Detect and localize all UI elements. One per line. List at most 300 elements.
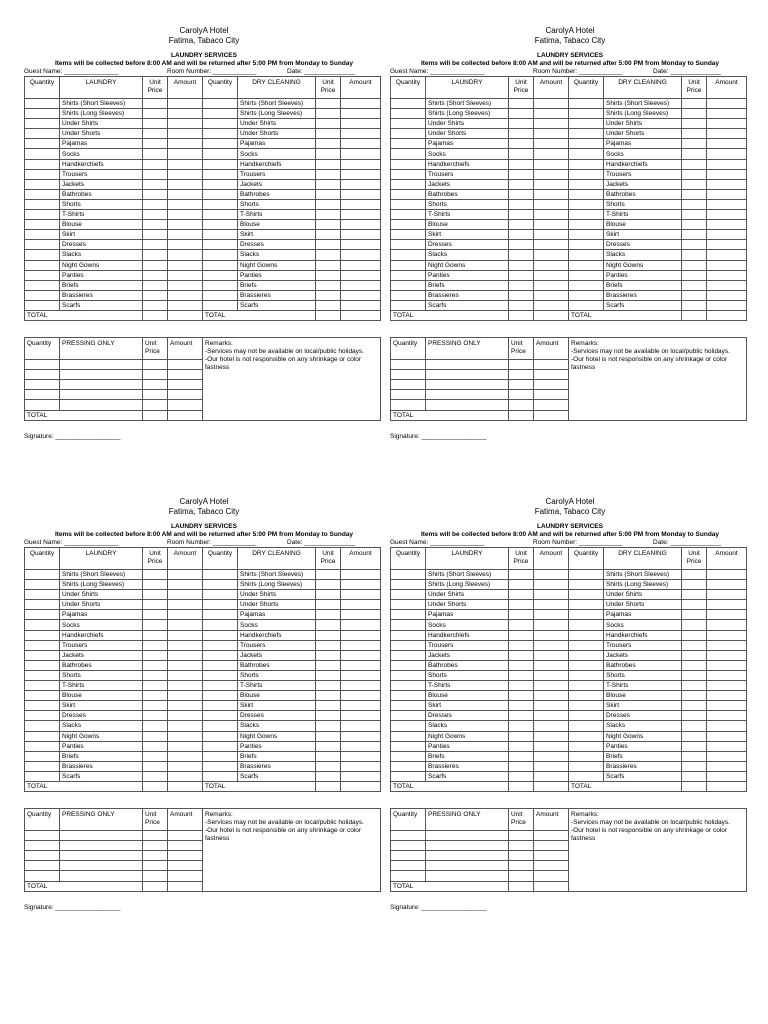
dry-cleaning-amount-cell[interactable] [707, 300, 747, 310]
laundry-amount-cell[interactable] [534, 570, 569, 580]
dry-cleaning-unit-price-cell[interactable] [316, 169, 341, 179]
laundry-unit-price-cell[interactable] [143, 721, 168, 731]
dry-cleaning-quantity-cell[interactable] [203, 660, 238, 670]
laundry-amount-cell[interactable] [168, 570, 203, 580]
laundry-amount-cell[interactable] [534, 751, 569, 761]
laundry-amount-cell[interactable] [534, 620, 569, 630]
laundry-quantity-cell[interactable] [391, 189, 426, 199]
dry-cleaning-amount-cell[interactable] [341, 731, 381, 741]
pressing-cell[interactable] [509, 851, 534, 861]
dry-cleaning-unit-price-cell[interactable] [316, 731, 341, 741]
dry-cleaning-quantity-cell[interactable] [203, 741, 238, 751]
laundry-amount-cell[interactable] [534, 119, 569, 129]
laundry-unit-price-cell[interactable] [143, 129, 168, 139]
laundry-amount-cell[interactable] [534, 741, 569, 751]
laundry-unit-price-cell[interactable] [509, 660, 534, 670]
dry-cleaning-quantity-cell[interactable] [569, 620, 604, 630]
signature-field[interactable]: Signature: __________________ [390, 903, 487, 911]
pressing-cell[interactable] [426, 360, 509, 370]
dry-cleaning-amount-cell[interactable] [341, 260, 381, 270]
laundry-unit-price-cell[interactable] [143, 590, 168, 600]
laundry-quantity-cell[interactable] [25, 741, 60, 751]
laundry-quantity-cell[interactable] [25, 149, 60, 159]
laundry-amount-cell[interactable] [168, 660, 203, 670]
laundry-unit-price-cell[interactable] [143, 199, 168, 209]
pressing-cell[interactable] [534, 851, 569, 861]
pressing-cell[interactable] [534, 871, 569, 881]
laundry-quantity-cell[interactable] [25, 650, 60, 660]
pressing-cell[interactable] [426, 851, 509, 861]
dry-cleaning-amount-cell[interactable] [707, 731, 747, 741]
total-value-cell[interactable] [707, 781, 747, 791]
laundry-amount-cell[interactable] [534, 210, 569, 220]
dry-cleaning-amount-cell[interactable] [707, 600, 747, 610]
laundry-quantity-cell[interactable] [25, 660, 60, 670]
dry-cleaning-unit-price-cell[interactable] [682, 630, 707, 640]
laundry-unit-price-cell[interactable] [509, 650, 534, 660]
dry-cleaning-quantity-cell[interactable] [203, 630, 238, 640]
pressing-cell[interactable] [509, 370, 534, 380]
dry-cleaning-unit-price-cell[interactable] [682, 741, 707, 751]
laundry-quantity-cell[interactable] [391, 119, 426, 129]
dry-cleaning-quantity-cell[interactable] [569, 149, 604, 159]
dry-cleaning-quantity-cell[interactable] [569, 691, 604, 701]
dry-cleaning-unit-price-cell[interactable] [682, 721, 707, 731]
dry-cleaning-amount-cell[interactable] [707, 741, 747, 751]
laundry-amount-cell[interactable] [168, 580, 203, 590]
laundry-unit-price-cell[interactable] [509, 670, 534, 680]
laundry-quantity-cell[interactable] [391, 660, 426, 670]
laundry-amount-cell[interactable] [534, 129, 569, 139]
pressing-cell[interactable] [168, 871, 203, 881]
dry-cleaning-amount-cell[interactable] [707, 250, 747, 260]
dry-cleaning-quantity-cell[interactable] [569, 711, 604, 721]
pressing-total-cell[interactable] [168, 410, 203, 420]
pressing-cell[interactable] [509, 360, 534, 370]
laundry-amount-cell[interactable] [534, 169, 569, 179]
laundry-amount-cell[interactable] [168, 99, 203, 109]
dry-cleaning-unit-price-cell[interactable] [316, 670, 341, 680]
laundry-amount-cell[interactable] [168, 670, 203, 680]
laundry-unit-price-cell[interactable] [143, 580, 168, 590]
pressing-cell[interactable] [143, 380, 168, 390]
dry-cleaning-amount-cell[interactable] [707, 260, 747, 270]
dry-cleaning-quantity-cell[interactable] [203, 721, 238, 731]
laundry-quantity-cell[interactable] [25, 570, 60, 580]
laundry-unit-price-cell[interactable] [509, 771, 534, 781]
pressing-cell[interactable] [168, 841, 203, 851]
laundry-unit-price-cell[interactable] [509, 610, 534, 620]
dry-cleaning-unit-price-cell[interactable] [682, 189, 707, 199]
dry-cleaning-unit-price-cell[interactable] [682, 650, 707, 660]
laundry-amount-cell[interactable] [168, 771, 203, 781]
dry-cleaning-amount-cell[interactable] [341, 290, 381, 300]
laundry-unit-price-cell[interactable] [509, 280, 534, 290]
laundry-quantity-cell[interactable] [391, 169, 426, 179]
pressing-cell[interactable] [426, 370, 509, 380]
dry-cleaning-amount-cell[interactable] [341, 159, 381, 169]
laundry-unit-price-cell[interactable] [143, 630, 168, 640]
dry-cleaning-amount-cell[interactable] [341, 650, 381, 660]
laundry-quantity-cell[interactable] [25, 670, 60, 680]
dry-cleaning-amount-cell[interactable] [707, 701, 747, 711]
laundry-unit-price-cell[interactable] [143, 169, 168, 179]
dry-cleaning-quantity-cell[interactable] [569, 590, 604, 600]
pressing-cell[interactable] [60, 851, 143, 861]
dry-cleaning-quantity-cell[interactable] [569, 220, 604, 230]
room-number-field[interactable]: Room Number: ____________ [167, 539, 257, 546]
laundry-amount-cell[interactable] [168, 240, 203, 250]
dry-cleaning-quantity-cell[interactable] [203, 761, 238, 771]
pressing-cell[interactable] [391, 841, 426, 851]
pressing-cell[interactable] [426, 871, 509, 881]
pressing-cell[interactable] [143, 400, 168, 410]
laundry-amount-cell[interactable] [534, 159, 569, 169]
laundry-amount-cell[interactable] [534, 650, 569, 660]
laundry-quantity-cell[interactable] [391, 600, 426, 610]
laundry-amount-cell[interactable] [168, 270, 203, 280]
dry-cleaning-amount-cell[interactable] [707, 681, 747, 691]
dry-cleaning-unit-price-cell[interactable] [682, 660, 707, 670]
date-field[interactable]: Date: ______________ [287, 539, 355, 546]
dry-cleaning-quantity-cell[interactable] [203, 159, 238, 169]
dry-cleaning-unit-price-cell[interactable] [682, 139, 707, 149]
dry-cleaning-unit-price-cell[interactable] [316, 640, 341, 650]
dry-cleaning-unit-price-cell[interactable] [316, 751, 341, 761]
guest-name-field[interactable]: Guest Name: _______________ [390, 539, 485, 546]
laundry-quantity-cell[interactable] [391, 570, 426, 580]
laundry-quantity-cell[interactable] [25, 179, 60, 189]
dry-cleaning-amount-cell[interactable] [341, 711, 381, 721]
pressing-cell[interactable] [509, 831, 534, 841]
laundry-amount-cell[interactable] [168, 610, 203, 620]
dry-cleaning-quantity-cell[interactable] [203, 240, 238, 250]
dry-cleaning-unit-price-cell[interactable] [316, 210, 341, 220]
laundry-unit-price-cell[interactable] [143, 701, 168, 711]
dry-cleaning-quantity-cell[interactable] [569, 681, 604, 691]
laundry-unit-price-cell[interactable] [509, 220, 534, 230]
dry-cleaning-unit-price-cell[interactable] [316, 250, 341, 260]
laundry-amount-cell[interactable] [168, 189, 203, 199]
pressing-cell[interactable] [391, 861, 426, 871]
laundry-unit-price-cell[interactable] [143, 139, 168, 149]
pressing-cell[interactable] [25, 400, 60, 410]
pressing-cell[interactable] [168, 831, 203, 841]
pressing-cell[interactable] [509, 380, 534, 390]
pressing-cell[interactable] [25, 390, 60, 400]
laundry-amount-cell[interactable] [534, 220, 569, 230]
laundry-unit-price-cell[interactable] [509, 119, 534, 129]
dry-cleaning-amount-cell[interactable] [341, 660, 381, 670]
dry-cleaning-unit-price-cell[interactable] [316, 119, 341, 129]
pressing-cell[interactable] [168, 370, 203, 380]
laundry-quantity-cell[interactable] [391, 670, 426, 680]
pressing-cell[interactable] [509, 871, 534, 881]
laundry-amount-cell[interactable] [168, 761, 203, 771]
laundry-amount-cell[interactable] [534, 230, 569, 240]
laundry-unit-price-cell[interactable] [143, 711, 168, 721]
laundry-quantity-cell[interactable] [25, 109, 60, 119]
laundry-quantity-cell[interactable] [25, 220, 60, 230]
dry-cleaning-quantity-cell[interactable] [203, 139, 238, 149]
dry-cleaning-amount-cell[interactable] [341, 179, 381, 189]
dry-cleaning-unit-price-cell[interactable] [682, 210, 707, 220]
laundry-quantity-cell[interactable] [25, 119, 60, 129]
dry-cleaning-amount-cell[interactable] [707, 640, 747, 650]
pressing-cell[interactable] [143, 390, 168, 400]
dry-cleaning-amount-cell[interactable] [707, 721, 747, 731]
dry-cleaning-unit-price-cell[interactable] [316, 610, 341, 620]
dry-cleaning-unit-price-cell[interactable] [682, 771, 707, 781]
dry-cleaning-unit-price-cell[interactable] [682, 149, 707, 159]
laundry-quantity-cell[interactable] [391, 640, 426, 650]
laundry-amount-cell[interactable] [168, 109, 203, 119]
dry-cleaning-amount-cell[interactable] [707, 139, 747, 149]
dry-cleaning-quantity-cell[interactable] [203, 580, 238, 590]
dry-cleaning-unit-price-cell[interactable] [682, 270, 707, 280]
pressing-cell[interactable] [391, 370, 426, 380]
signature-field[interactable]: Signature: __________________ [24, 903, 121, 911]
laundry-quantity-cell[interactable] [25, 600, 60, 610]
pressing-cell[interactable] [168, 390, 203, 400]
laundry-amount-cell[interactable] [534, 189, 569, 199]
dry-cleaning-quantity-cell[interactable] [569, 260, 604, 270]
laundry-unit-price-cell[interactable] [509, 761, 534, 771]
dry-cleaning-quantity-cell[interactable] [203, 210, 238, 220]
pressing-cell[interactable] [60, 380, 143, 390]
laundry-quantity-cell[interactable] [25, 691, 60, 701]
dry-cleaning-unit-price-cell[interactable] [316, 129, 341, 139]
laundry-unit-price-cell[interactable] [509, 721, 534, 731]
laundry-amount-cell[interactable] [168, 711, 203, 721]
laundry-quantity-cell[interactable] [391, 580, 426, 590]
pressing-cell[interactable] [534, 360, 569, 370]
dry-cleaning-quantity-cell[interactable] [569, 240, 604, 250]
dry-cleaning-quantity-cell[interactable] [203, 149, 238, 159]
laundry-amount-cell[interactable] [168, 169, 203, 179]
laundry-unit-price-cell[interactable] [509, 681, 534, 691]
laundry-amount-cell[interactable] [534, 660, 569, 670]
laundry-amount-cell[interactable] [534, 149, 569, 159]
dry-cleaning-unit-price-cell[interactable] [682, 731, 707, 741]
dry-cleaning-quantity-cell[interactable] [569, 731, 604, 741]
pressing-cell[interactable] [25, 360, 60, 370]
laundry-unit-price-cell[interactable] [509, 741, 534, 751]
pressing-cell[interactable] [143, 861, 168, 871]
dry-cleaning-quantity-cell[interactable] [203, 129, 238, 139]
dry-cleaning-quantity-cell[interactable] [203, 771, 238, 781]
dry-cleaning-amount-cell[interactable] [707, 771, 747, 781]
dry-cleaning-quantity-cell[interactable] [203, 751, 238, 761]
laundry-quantity-cell[interactable] [391, 109, 426, 119]
pressing-total-cell[interactable] [143, 881, 168, 891]
laundry-amount-cell[interactable] [168, 250, 203, 260]
dry-cleaning-amount-cell[interactable] [707, 199, 747, 209]
laundry-quantity-cell[interactable] [25, 129, 60, 139]
dry-cleaning-quantity-cell[interactable] [203, 300, 238, 310]
laundry-quantity-cell[interactable] [391, 99, 426, 109]
dry-cleaning-unit-price-cell[interactable] [316, 711, 341, 721]
dry-cleaning-amount-cell[interactable] [707, 109, 747, 119]
laundry-quantity-cell[interactable] [25, 199, 60, 209]
laundry-quantity-cell[interactable] [25, 290, 60, 300]
dry-cleaning-unit-price-cell[interactable] [682, 751, 707, 761]
dry-cleaning-amount-cell[interactable] [707, 761, 747, 771]
pressing-cell[interactable] [168, 400, 203, 410]
laundry-amount-cell[interactable] [534, 250, 569, 260]
dry-cleaning-unit-price-cell[interactable] [682, 159, 707, 169]
dry-cleaning-amount-cell[interactable] [707, 711, 747, 721]
laundry-quantity-cell[interactable] [25, 159, 60, 169]
dry-cleaning-unit-price-cell[interactable] [682, 610, 707, 620]
laundry-quantity-cell[interactable] [391, 741, 426, 751]
dry-cleaning-unit-price-cell[interactable] [316, 650, 341, 660]
dry-cleaning-quantity-cell[interactable] [569, 99, 604, 109]
laundry-amount-cell[interactable] [534, 270, 569, 280]
pressing-cell[interactable] [534, 400, 569, 410]
dry-cleaning-unit-price-cell[interactable] [682, 600, 707, 610]
dry-cleaning-unit-price-cell[interactable] [316, 761, 341, 771]
laundry-quantity-cell[interactable] [25, 751, 60, 761]
laundry-unit-price-cell[interactable] [143, 300, 168, 310]
pressing-cell[interactable] [426, 400, 509, 410]
dry-cleaning-amount-cell[interactable] [341, 189, 381, 199]
laundry-unit-price-cell[interactable] [509, 159, 534, 169]
laundry-amount-cell[interactable] [168, 139, 203, 149]
dry-cleaning-unit-price-cell[interactable] [682, 179, 707, 189]
laundry-quantity-cell[interactable] [391, 179, 426, 189]
dry-cleaning-amount-cell[interactable] [341, 600, 381, 610]
dry-cleaning-quantity-cell[interactable] [569, 751, 604, 761]
laundry-unit-price-cell[interactable] [509, 290, 534, 300]
dry-cleaning-amount-cell[interactable] [707, 290, 747, 300]
dry-cleaning-amount-cell[interactable] [341, 240, 381, 250]
laundry-unit-price-cell[interactable] [143, 670, 168, 680]
laundry-unit-price-cell[interactable] [143, 771, 168, 781]
laundry-unit-price-cell[interactable] [509, 630, 534, 640]
signature-field[interactable]: Signature: __________________ [390, 432, 487, 440]
dry-cleaning-unit-price-cell[interactable] [316, 280, 341, 290]
total-value-cell[interactable] [316, 781, 341, 791]
dry-cleaning-unit-price-cell[interactable] [682, 590, 707, 600]
pressing-cell[interactable] [391, 360, 426, 370]
dry-cleaning-unit-price-cell[interactable] [682, 701, 707, 711]
pressing-cell[interactable] [60, 390, 143, 400]
laundry-quantity-cell[interactable] [25, 681, 60, 691]
total-value-cell[interactable] [168, 781, 203, 791]
dry-cleaning-unit-price-cell[interactable] [682, 570, 707, 580]
laundry-amount-cell[interactable] [534, 630, 569, 640]
laundry-amount-cell[interactable] [534, 99, 569, 109]
dry-cleaning-amount-cell[interactable] [707, 620, 747, 630]
dry-cleaning-quantity-cell[interactable] [569, 600, 604, 610]
dry-cleaning-unit-price-cell[interactable] [316, 580, 341, 590]
laundry-unit-price-cell[interactable] [143, 220, 168, 230]
dry-cleaning-quantity-cell[interactable] [569, 290, 604, 300]
pressing-cell[interactable] [391, 380, 426, 390]
dry-cleaning-quantity-cell[interactable] [203, 109, 238, 119]
dry-cleaning-amount-cell[interactable] [341, 129, 381, 139]
laundry-amount-cell[interactable] [168, 210, 203, 220]
date-field[interactable]: Date: ______________ [653, 539, 721, 546]
laundry-unit-price-cell[interactable] [143, 610, 168, 620]
dry-cleaning-amount-cell[interactable] [341, 149, 381, 159]
pressing-cell[interactable] [391, 871, 426, 881]
dry-cleaning-amount-cell[interactable] [341, 580, 381, 590]
laundry-unit-price-cell[interactable] [509, 99, 534, 109]
laundry-quantity-cell[interactable] [391, 240, 426, 250]
dry-cleaning-amount-cell[interactable] [707, 270, 747, 280]
dry-cleaning-amount-cell[interactable] [707, 691, 747, 701]
dry-cleaning-amount-cell[interactable] [707, 169, 747, 179]
dry-cleaning-quantity-cell[interactable] [203, 600, 238, 610]
dry-cleaning-amount-cell[interactable] [341, 199, 381, 209]
dry-cleaning-quantity-cell[interactable] [203, 230, 238, 240]
laundry-amount-cell[interactable] [168, 701, 203, 711]
pressing-cell[interactable] [25, 851, 60, 861]
laundry-unit-price-cell[interactable] [143, 570, 168, 580]
pressing-cell[interactable] [509, 400, 534, 410]
laundry-unit-price-cell[interactable] [509, 751, 534, 761]
pressing-cell[interactable] [168, 851, 203, 861]
laundry-amount-cell[interactable] [534, 681, 569, 691]
pressing-cell[interactable] [534, 861, 569, 871]
laundry-unit-price-cell[interactable] [509, 711, 534, 721]
laundry-quantity-cell[interactable] [391, 290, 426, 300]
pressing-cell[interactable] [143, 851, 168, 861]
laundry-amount-cell[interactable] [534, 179, 569, 189]
dry-cleaning-amount-cell[interactable] [341, 620, 381, 630]
date-field[interactable]: Date: ______________ [653, 68, 721, 75]
laundry-amount-cell[interactable] [534, 240, 569, 250]
laundry-unit-price-cell[interactable] [143, 681, 168, 691]
laundry-amount-cell[interactable] [534, 199, 569, 209]
laundry-amount-cell[interactable] [168, 731, 203, 741]
total-value-cell[interactable] [341, 310, 381, 320]
dry-cleaning-amount-cell[interactable] [707, 650, 747, 660]
total-value-cell[interactable] [682, 781, 707, 791]
laundry-unit-price-cell[interactable] [143, 260, 168, 270]
dry-cleaning-unit-price-cell[interactable] [316, 660, 341, 670]
dry-cleaning-amount-cell[interactable] [341, 640, 381, 650]
dry-cleaning-unit-price-cell[interactable] [682, 640, 707, 650]
total-value-cell[interactable] [316, 310, 341, 320]
laundry-amount-cell[interactable] [168, 650, 203, 660]
pressing-cell[interactable] [426, 831, 509, 841]
dry-cleaning-unit-price-cell[interactable] [682, 580, 707, 590]
laundry-unit-price-cell[interactable] [509, 731, 534, 741]
pressing-cell[interactable] [534, 841, 569, 851]
dry-cleaning-amount-cell[interactable] [707, 630, 747, 640]
laundry-quantity-cell[interactable] [391, 270, 426, 280]
laundry-unit-price-cell[interactable] [509, 230, 534, 240]
laundry-quantity-cell[interactable] [391, 620, 426, 630]
dry-cleaning-quantity-cell[interactable] [569, 580, 604, 590]
dry-cleaning-quantity-cell[interactable] [569, 640, 604, 650]
pressing-cell[interactable] [534, 380, 569, 390]
laundry-unit-price-cell[interactable] [143, 731, 168, 741]
dry-cleaning-quantity-cell[interactable] [569, 119, 604, 129]
dry-cleaning-unit-price-cell[interactable] [316, 109, 341, 119]
laundry-amount-cell[interactable] [534, 580, 569, 590]
laundry-amount-cell[interactable] [168, 149, 203, 159]
laundry-amount-cell[interactable] [534, 610, 569, 620]
dry-cleaning-unit-price-cell[interactable] [682, 230, 707, 240]
dry-cleaning-amount-cell[interactable] [341, 280, 381, 290]
laundry-unit-price-cell[interactable] [509, 260, 534, 270]
dry-cleaning-unit-price-cell[interactable] [316, 199, 341, 209]
dry-cleaning-quantity-cell[interactable] [203, 169, 238, 179]
